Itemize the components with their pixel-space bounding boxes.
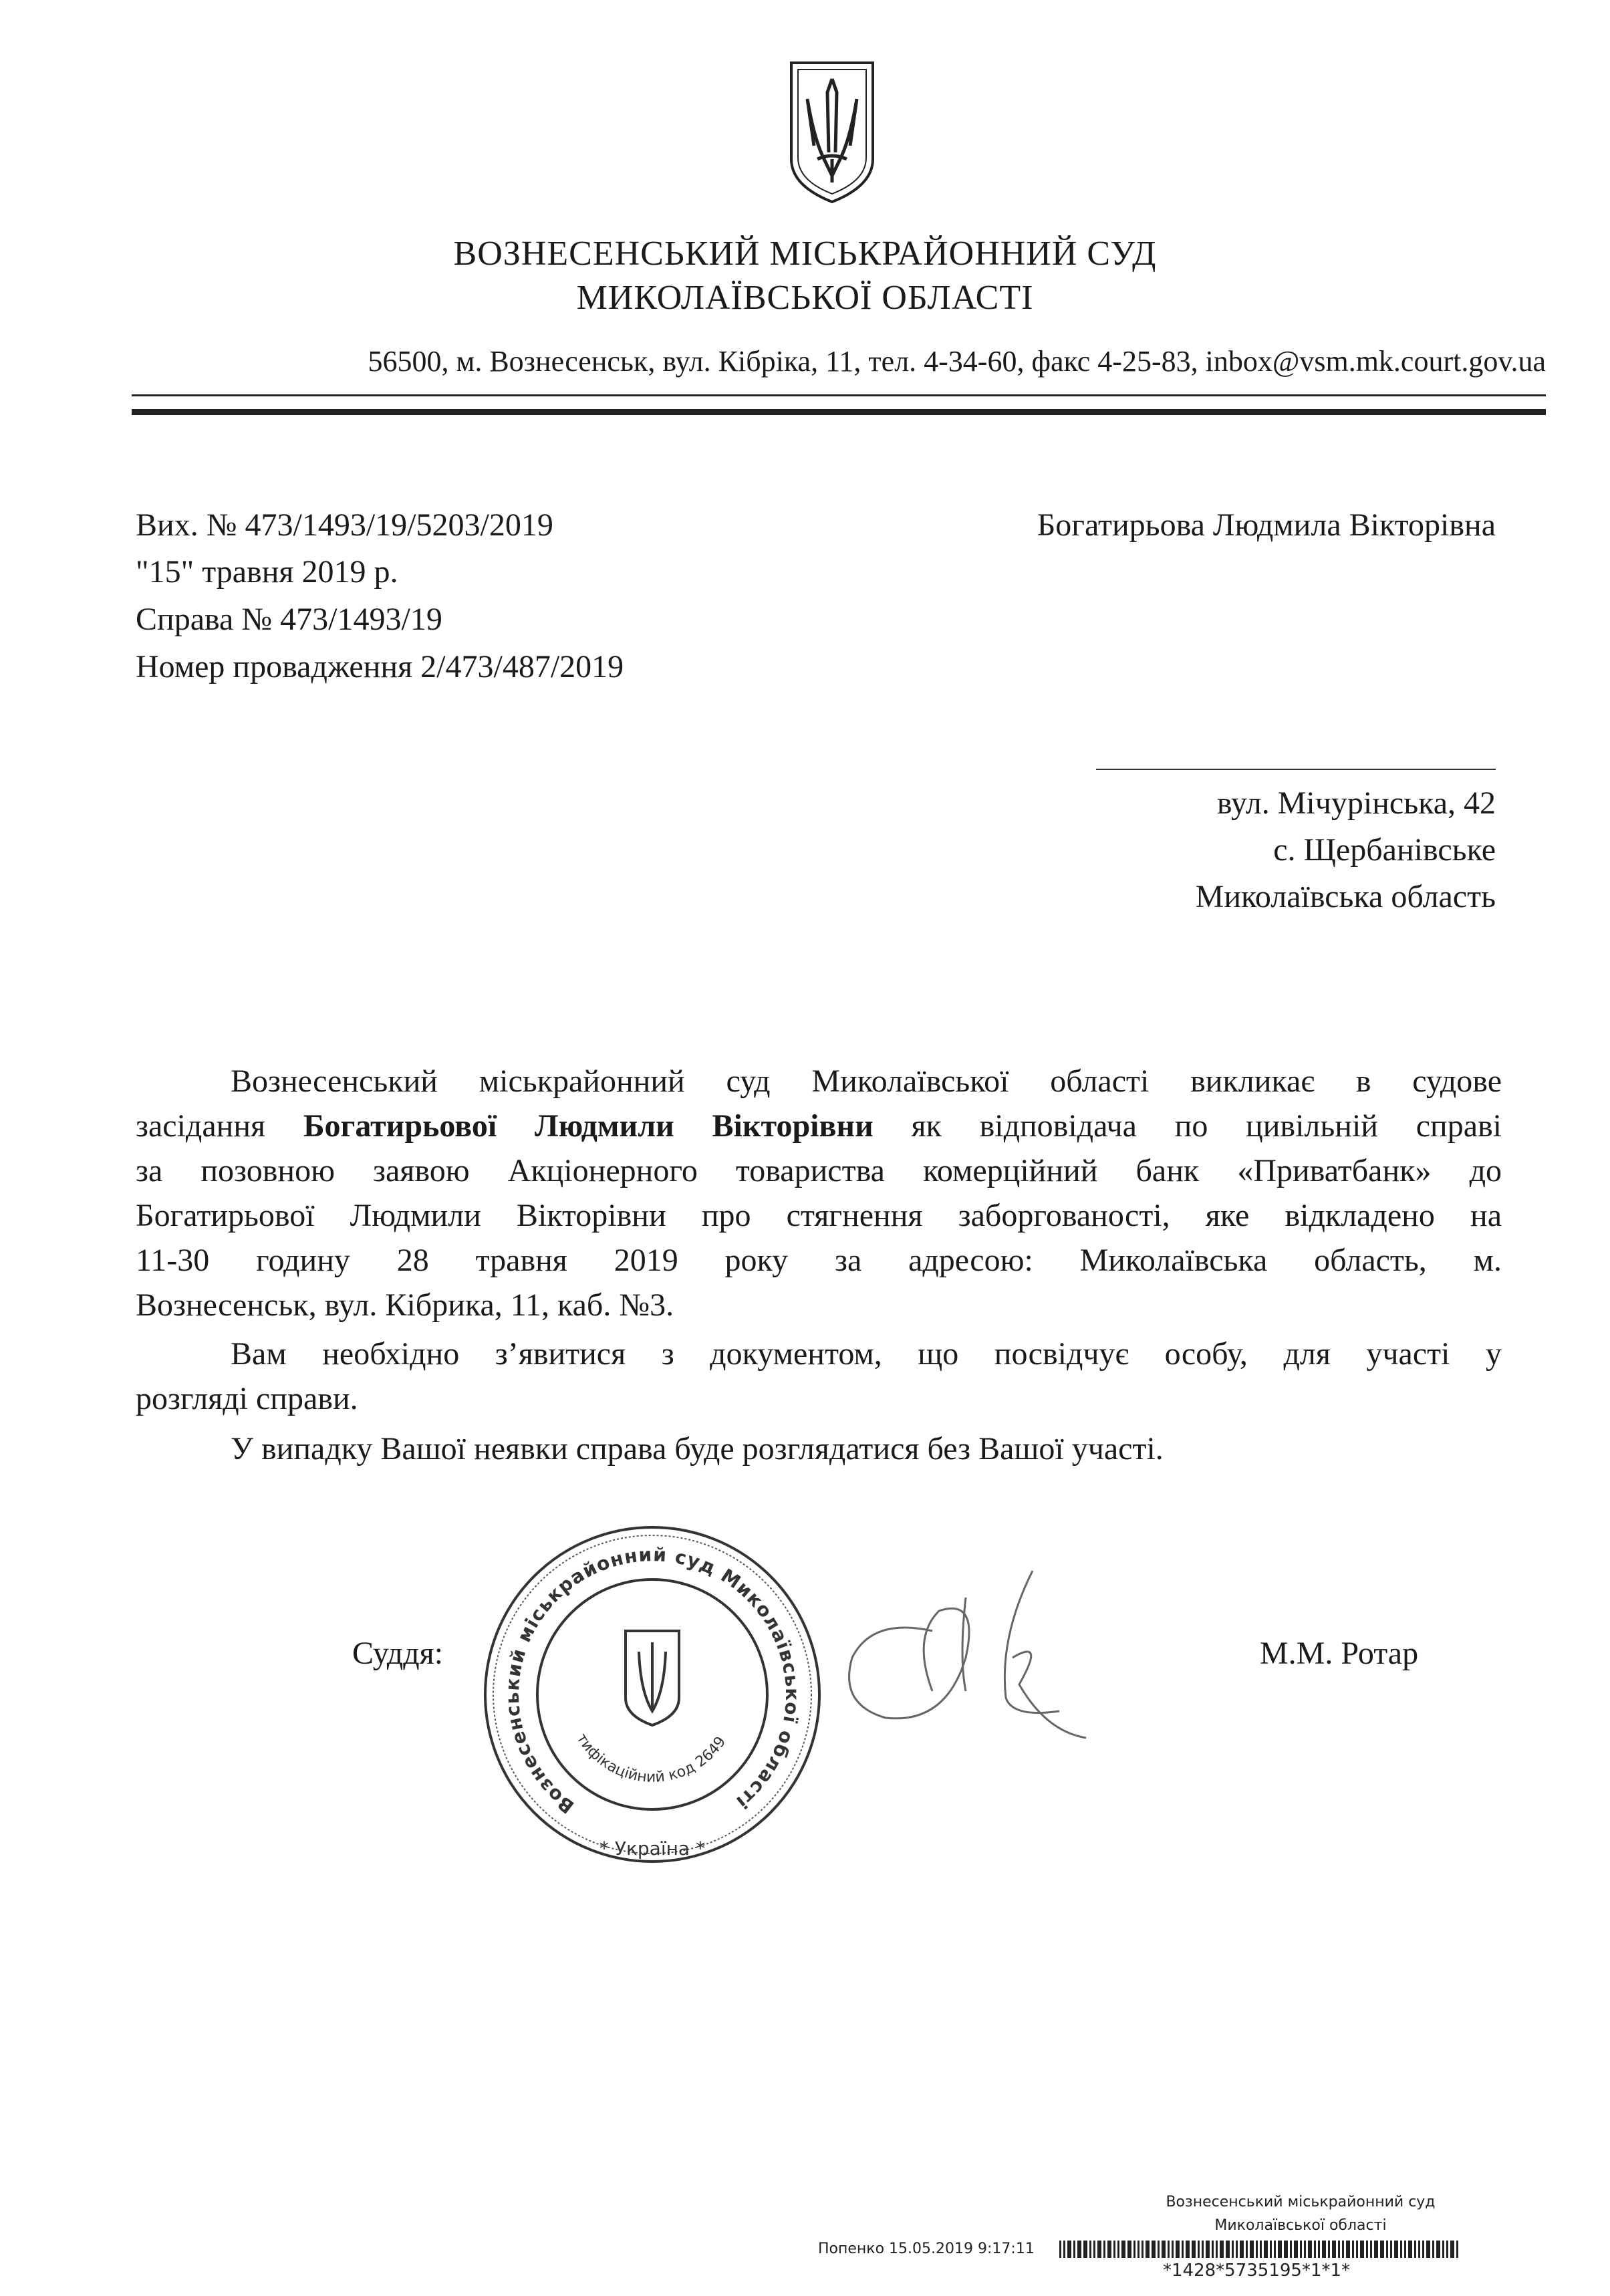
body-line <box>136 1104 1502 1148</box>
barcode-bar <box>1360 2241 1364 2258</box>
text: як відповідача по цивільній справі <box>873 1108 1502 1144</box>
text: 11-30 годину 28 травня 2019 року за адресою: Миколаївська область, м. <box>136 1243 1502 1278</box>
barcode-bar <box>1067 2241 1071 2258</box>
recipient-village: с. Щербанівське <box>1273 832 1496 868</box>
barcode-bar <box>1073 2241 1075 2258</box>
barcode-bar <box>1077 2241 1081 2258</box>
barcode-bar <box>1158 2241 1160 2258</box>
barcode-bar <box>1083 2241 1087 2258</box>
footer-org-line2: Миколаївської області <box>1214 2217 1387 2234</box>
barcode-bar <box>1370 2241 1372 2258</box>
barcode-bar <box>1308 2241 1312 2258</box>
barcode-bar <box>1352 2241 1354 2258</box>
barcode-bar <box>1322 2241 1326 2258</box>
barcode-bar <box>1172 2241 1174 2258</box>
barcode-bar <box>1113 2241 1115 2258</box>
barcode-bar <box>1202 2241 1204 2258</box>
recipient-region: Миколаївська область <box>1195 879 1496 914</box>
barcode-bar <box>1432 2241 1434 2258</box>
barcode-bar <box>1290 2241 1292 2258</box>
judge-name: М.М. Ротар <box>1260 1636 1419 1671</box>
barcode-bar <box>1442 2241 1444 2258</box>
signature-label: Суддя: <box>352 1636 444 1671</box>
barcode-bar <box>1089 2241 1091 2258</box>
barcode-bar <box>1182 2241 1184 2258</box>
barcode-bar <box>1300 2241 1302 2258</box>
barcode-bar <box>1390 2241 1392 2258</box>
barcode-bar <box>1059 2241 1061 2258</box>
barcode-bar <box>1274 2241 1276 2258</box>
body-line <box>136 1331 1502 1376</box>
barcode-bar <box>1162 2241 1166 2258</box>
text: У випадку Вашої неявки справа буде розглядатися без Вашої участі. <box>231 1431 1164 1466</box>
barcode-bar <box>1450 2241 1454 2258</box>
barcode-bar <box>1366 2241 1368 2258</box>
barcode-bar <box>1186 2241 1190 2258</box>
barcode-bar <box>1422 2241 1424 2258</box>
barcode-bar <box>1152 2241 1156 2258</box>
header-divider-thick <box>132 409 1546 415</box>
barcode-bar <box>1374 2241 1378 2258</box>
recipient-name: Богатирьова Людмила Вікторівна <box>1037 507 1496 543</box>
barcode-text: *1428*5735195*1*1* <box>1163 2261 1351 2281</box>
barcode-bar <box>1137 2241 1139 2258</box>
barcode <box>1059 2241 1551 2258</box>
barcode-bar <box>1314 2241 1316 2258</box>
barcode-bar <box>1168 2241 1170 2258</box>
barcode-bar <box>1133 2241 1135 2258</box>
barcode-bar <box>1097 2241 1101 2258</box>
text: за позовною заявою Акціонерного товариства комерційний банк «Приватбанк» до <box>136 1153 1502 1188</box>
stamp-id-code: тифікаційний код 2649 <box>573 1731 730 1786</box>
barcode-bar <box>1386 2241 1388 2258</box>
court-address: 56500, м. Вознесенськ, вул. Кібріка, 11, тел. 4-34-60, факс 4-25-83, inbox@vsm.mk.court.gov.ua <box>368 345 1546 378</box>
coat-of-arms-icon <box>787 59 877 206</box>
barcode-bar <box>1198 2241 1200 2258</box>
body-line <box>136 1059 1502 1104</box>
barcode-bar <box>1240 2241 1244 2258</box>
barcode-bar <box>1446 2241 1448 2258</box>
case-number: Справа № 473/1493/19 <box>136 602 442 637</box>
barcode-bar <box>1278 2241 1282 2258</box>
stamp-outer-text: Вознесенський міськрайонний суд Миколаївської області <box>501 1543 804 1818</box>
barcode-bar <box>1117 2241 1119 2258</box>
summons-body <box>136 1059 1502 1471</box>
barcode-bar <box>1107 2241 1111 2258</box>
text: Вознесенський міськрайонний суд Миколаївської області викликає в судове <box>231 1063 1502 1099</box>
barcode-bar <box>1121 2241 1125 2258</box>
barcode-bar <box>1142 2241 1144 2258</box>
barcode-bar <box>1246 2241 1248 2258</box>
barcode-bar <box>1232 2241 1234 2258</box>
barcode-bar <box>1414 2241 1416 2258</box>
text: засідання <box>136 1108 303 1144</box>
footer-org-line1: Вознесенський міськрайонний суд <box>1166 2194 1436 2210</box>
barcode-bar <box>1408 2241 1412 2258</box>
barcode-bar <box>1146 2241 1150 2258</box>
barcode-bar <box>1264 2241 1268 2258</box>
defendant-name: Богатирьової Людмили Вікторівни <box>303 1108 874 1144</box>
barcode-bar <box>1342 2241 1344 2258</box>
proceeding-number: Номер провадження 2/473/487/2019 <box>136 649 624 684</box>
barcode-bar <box>1063 2241 1065 2258</box>
body-line <box>136 1148 1502 1193</box>
stamp-country: * Україна * <box>599 1837 705 1860</box>
body-line <box>136 1193 1502 1238</box>
barcode-bar <box>1456 2241 1458 2258</box>
barcode-bar <box>1176 2241 1180 2258</box>
text: Богатирьової Людмили Вікторівни про стягнення заборгованості, яке відкладено на <box>136 1198 1502 1233</box>
barcode-bar <box>1404 2241 1406 2258</box>
barcode-bar <box>1418 2241 1420 2258</box>
text: Вам необхідно з’явитися з документом, що посвідчує особу, для участі у <box>231 1336 1502 1372</box>
barcode-bar <box>1236 2241 1238 2258</box>
barcode-bar <box>1332 2241 1336 2258</box>
barcode-bar <box>1127 2241 1131 2258</box>
text: Вознесенськ, вул. Кібрика, 11, каб. №3. <box>136 1287 674 1323</box>
barcode-bar <box>1250 2241 1254 2258</box>
body-line <box>136 1426 1502 1471</box>
recipient-street: вул. Мічурінська, 42 <box>1216 785 1496 821</box>
court-title-line1: ВОЗНЕСЕНСЬКИЙ МІСЬКРАЙОННИЙ СУД <box>453 235 1157 273</box>
barcode-bar <box>1220 2241 1224 2258</box>
body-line <box>136 1376 1502 1421</box>
court-title-line2: МИКОЛАЇВСЬКОЇ ОБЛАСТІ <box>576 279 1034 317</box>
text: розгляді справи. <box>136 1381 358 1416</box>
barcode-bar <box>1093 2241 1095 2258</box>
footer-operator-timestamp: Попенко 15.05.2019 9:17:11 <box>818 2241 1035 2257</box>
barcode-bar <box>1436 2241 1440 2258</box>
barcode-bar <box>1346 2241 1350 2258</box>
judge-signature <box>832 1557 1113 1771</box>
barcode-bar <box>1270 2241 1272 2258</box>
header-divider <box>132 394 1546 396</box>
barcode-bar <box>1426 2241 1430 2258</box>
barcode-bar <box>1380 2241 1384 2258</box>
barcode-bar <box>1212 2241 1214 2258</box>
barcode-bar <box>1256 2241 1258 2258</box>
letter-date: "15" травня 2019 р. <box>136 554 398 590</box>
barcode-bar <box>1260 2241 1262 2258</box>
barcode-bar <box>1216 2241 1218 2258</box>
barcode-bar <box>1284 2241 1288 2258</box>
barcode-bar <box>1206 2241 1210 2258</box>
body-line <box>136 1238 1502 1283</box>
outgoing-number: Вих. № 473/1493/19/5203/2019 <box>136 507 553 543</box>
barcode-bar <box>1318 2241 1320 2258</box>
barcode-bar <box>1304 2241 1306 2258</box>
barcode-bar <box>1294 2241 1298 2258</box>
recipient-underline <box>1096 769 1496 770</box>
barcode-bar <box>1356 2241 1358 2258</box>
body-line <box>136 1283 1502 1327</box>
barcode-bar <box>1394 2241 1398 2258</box>
barcode-bar <box>1103 2241 1105 2258</box>
barcode-bar <box>1338 2241 1340 2258</box>
barcode-bar <box>1400 2241 1402 2258</box>
barcode-bar <box>1226 2241 1230 2258</box>
court-stamp <box>479 1521 826 1868</box>
barcode-bar <box>1328 2241 1330 2258</box>
barcode-bar <box>1192 2241 1196 2258</box>
